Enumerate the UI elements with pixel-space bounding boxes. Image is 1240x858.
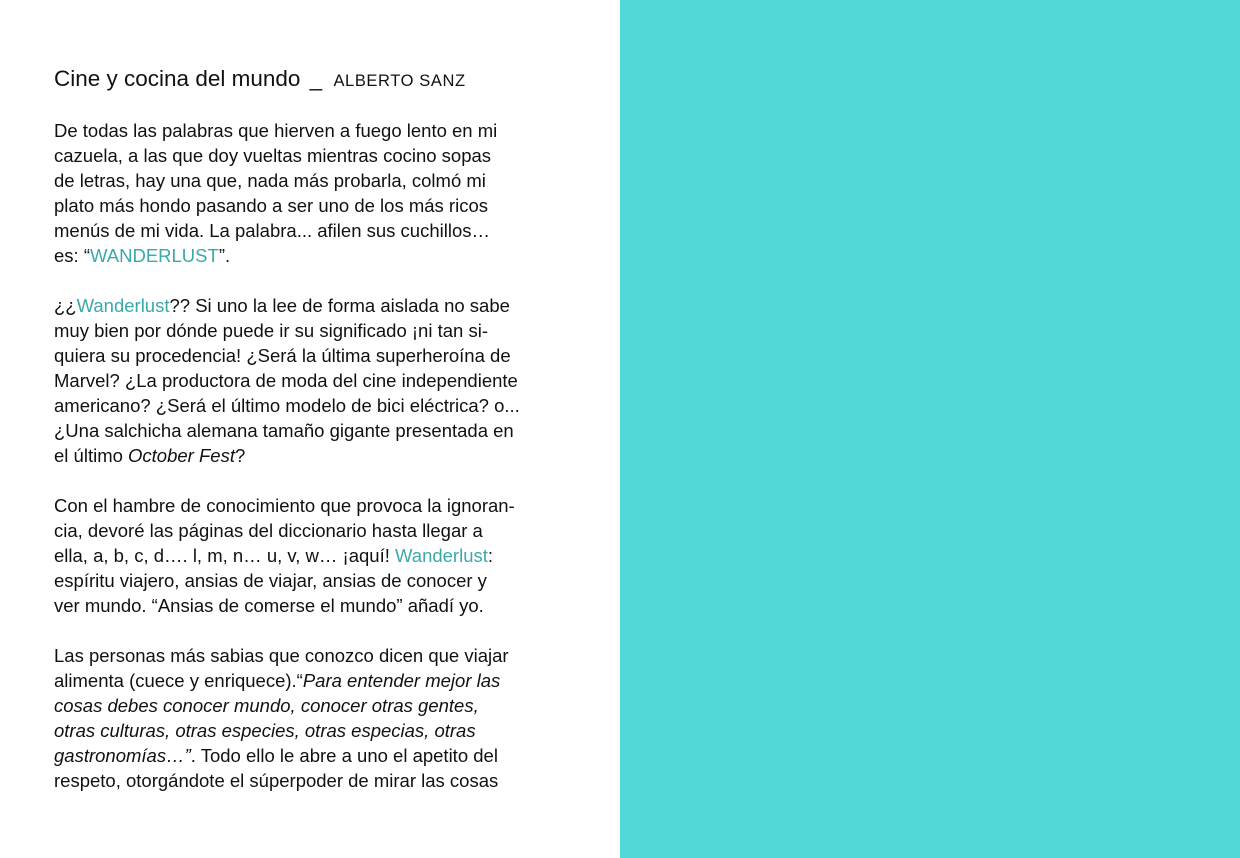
text-line: de letras, hay una que, nada más probarla, colmó mi xyxy=(54,170,486,191)
text-segment: : xyxy=(487,545,494,566)
text-line: cazuela, a las que doy vueltas mientras cocino sopas xyxy=(54,145,492,166)
text-segment: ¿¿ xyxy=(54,295,77,316)
turquoise-side-panel xyxy=(620,0,1240,858)
paragraph-1 xyxy=(54,118,594,268)
article-heading xyxy=(54,64,466,96)
text-line xyxy=(54,743,594,768)
author-name: ALBERTO SANZ xyxy=(333,72,466,90)
text-segment: ella, a, b, c, d…. l, m, n… u, v, w… ¡aquí! xyxy=(54,545,395,566)
text-line: cia, devoré las páginas del diccionario hasta llegar a xyxy=(54,520,483,541)
paragraph-2 xyxy=(54,293,594,468)
text-segment: es: “ xyxy=(54,245,90,266)
text-segment: . Todo ello le abre a uno el apetito del xyxy=(190,745,498,766)
highlighted-word: Wanderlust xyxy=(76,295,170,316)
text-segment: ? xyxy=(234,445,246,466)
paragraph-4 xyxy=(54,643,594,793)
text-line xyxy=(54,668,594,693)
text-line: plato más hondo pasando a ser uno de los más ricos xyxy=(54,195,488,216)
text-line: ¿Una salchicha alemana tamaño gigante presentada en xyxy=(54,420,514,441)
italic-text: October Fest xyxy=(128,445,235,466)
text-line xyxy=(54,293,594,318)
text-segment: alimenta (cuece y enriquece).“ xyxy=(54,670,303,691)
text-line xyxy=(54,693,594,718)
italic-text: gastronomías…” xyxy=(54,745,191,766)
italic-text: otras culturas, otras especies, otras especias, otras xyxy=(54,720,476,741)
text-line: menús de mi vida. La palabra... afilen sus cuchillos… xyxy=(54,220,490,241)
title-separator: _ xyxy=(309,66,323,91)
text-line: respeto, otorgándote el súperpoder de mirar las cosas xyxy=(54,770,499,791)
article-title: Cine y cocina del mundo xyxy=(54,66,301,91)
text-segment: ?? Si uno la lee de forma aislada no sabe xyxy=(169,295,510,316)
text-line: Con el hambre de conocimiento que provoca la ignoran- xyxy=(54,495,515,516)
text-line: espíritu viajero, ansias de viajar, ansias de conocer y xyxy=(54,570,487,591)
text-line: Marvel? ¿La productora de moda del cine independiente xyxy=(54,370,518,391)
text-line: De todas las palabras que hierven a fuego lento en mi xyxy=(54,120,498,141)
text-line: quiera su procedencia! ¿Será la última superheroína de xyxy=(54,345,511,366)
italic-text: cosas debes conocer mundo, conocer otras gentes, xyxy=(54,695,479,716)
italic-text: Para entender mejor las xyxy=(302,670,501,691)
text-segment: el último xyxy=(54,445,129,466)
highlighted-word: WANDERLUST xyxy=(89,245,219,266)
text-line: Las personas más sabias que conozco dicen que viajar xyxy=(54,645,509,666)
text-segment: ”. xyxy=(218,245,231,266)
text-line xyxy=(54,718,594,743)
text-line xyxy=(54,543,594,568)
article-body xyxy=(54,118,594,818)
text-line: muy bien por dónde puede ir su significado ¡ni tan si- xyxy=(54,320,488,341)
text-line xyxy=(54,243,594,268)
text-line: ver mundo. “Ansias de comerse el mundo” añadí yo. xyxy=(54,595,484,616)
highlighted-word: Wanderlust xyxy=(395,545,488,566)
paragraph-3 xyxy=(54,493,594,618)
text-line xyxy=(54,443,594,468)
text-line: americano? ¿Será el último modelo de bici eléctrica? o... xyxy=(54,395,520,416)
